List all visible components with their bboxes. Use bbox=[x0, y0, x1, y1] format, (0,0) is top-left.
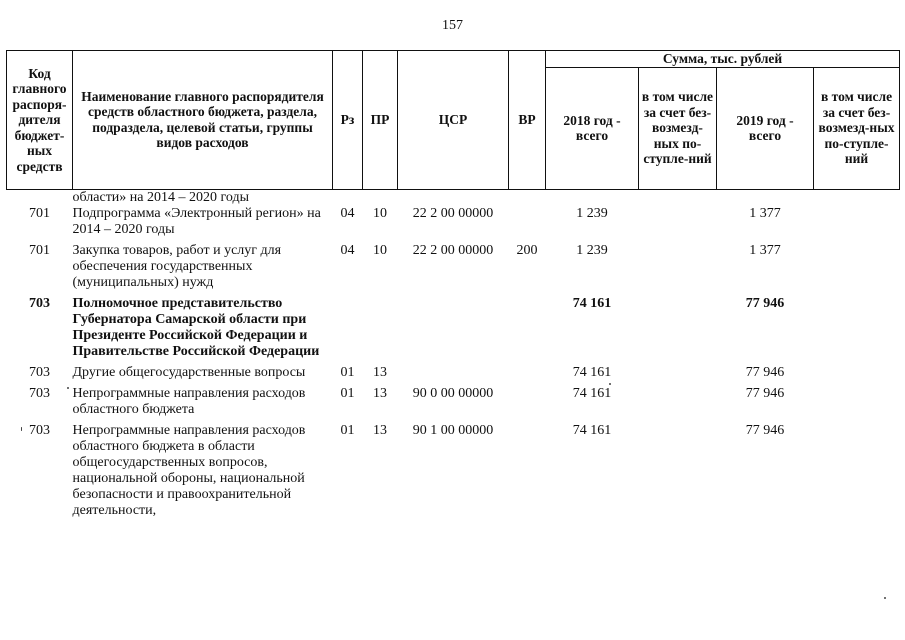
cell-pr: 10 bbox=[373, 242, 387, 258]
cell-total-2018 bbox=[546, 189, 639, 206]
cell-pr: 13 bbox=[373, 385, 387, 401]
cell-incl-2019 bbox=[814, 206, 900, 238]
cell-incl-2018 bbox=[639, 189, 717, 206]
cell-incl-2018 bbox=[639, 238, 717, 291]
table-row bbox=[7, 238, 900, 291]
cell-name: Непрограммные направления расходов областного бюджета в области общегосударственных вопросов, национальной обороны, национальной безопасности и правоохранительной деятельности, bbox=[72, 422, 306, 518]
cell-incl-2018 bbox=[639, 418, 717, 519]
cell-total-2019: 1 377 bbox=[749, 242, 781, 258]
cell-incl-2019 bbox=[814, 418, 900, 519]
cell-csr: 22 2 00 00000 bbox=[412, 205, 494, 221]
cell-total-2018: 1 239 bbox=[576, 205, 608, 221]
cell-incl-2019 bbox=[814, 360, 900, 381]
table-row bbox=[7, 381, 900, 418]
cell-name: Непрограммные направления расходов областного бюджета bbox=[72, 385, 306, 417]
table-row bbox=[7, 291, 900, 360]
cell-code bbox=[7, 189, 73, 206]
cell-vr bbox=[509, 189, 546, 206]
cell-rz bbox=[333, 291, 363, 360]
cell-incl-2018 bbox=[639, 206, 717, 238]
cell-total-2018: 74 161 bbox=[572, 295, 612, 311]
scan-speck bbox=[21, 427, 22, 431]
header-name: Наименование главного распорядителя средств областного бюджета, раздела, подраздела, целевой статьи, группы видов расходов bbox=[73, 51, 333, 190]
scan-speck bbox=[609, 383, 611, 385]
cell-name: Подпрограмма «Электронный регион» на 2014 – 2020 годы bbox=[72, 205, 321, 237]
cell-total-2018: 1 239 bbox=[576, 242, 608, 258]
cell-code: 701 bbox=[29, 205, 50, 221]
cell-csr bbox=[398, 360, 509, 381]
cell-pr: 10 bbox=[373, 205, 387, 221]
cell-rz: 04 bbox=[340, 242, 355, 258]
table-row bbox=[7, 360, 900, 381]
page-number: 157 bbox=[442, 18, 463, 33]
table-row bbox=[7, 206, 900, 238]
cell-code: 703 bbox=[29, 295, 50, 311]
cell-incl-2019 bbox=[814, 291, 900, 360]
cell-vr bbox=[509, 206, 546, 238]
header-rz: Рз bbox=[333, 51, 363, 190]
budget-table bbox=[6, 50, 900, 519]
cell-vr bbox=[509, 291, 546, 360]
cell-pr: 13 bbox=[373, 364, 387, 380]
header-total-2018: 2018 год - всего bbox=[546, 67, 639, 189]
table-row bbox=[7, 189, 900, 206]
cell-incl-2019 bbox=[814, 189, 900, 206]
cell-total-2018: 74 161 bbox=[572, 422, 612, 438]
cell-total-2019: 77 946 bbox=[745, 385, 785, 401]
cell-pr: 13 bbox=[373, 422, 387, 438]
cell-total-2018: 74 161 bbox=[572, 364, 612, 380]
cell-csr: 90 0 00 00000 bbox=[412, 385, 494, 401]
cell-rz: 01 bbox=[340, 385, 355, 401]
cell-name: Полномочное представительство Губернатора Самарской области при Президенте Российской Федерации и Правительстве Российской Федерации bbox=[72, 295, 320, 359]
cell-rz: 04 bbox=[340, 205, 355, 221]
cell-csr: 90 1 00 00000 bbox=[412, 422, 494, 438]
cell-csr: 22 2 00 00000 bbox=[412, 242, 494, 258]
cell-code: 703 bbox=[29, 385, 50, 401]
cell-pr bbox=[363, 291, 398, 360]
cell-vr: 200 bbox=[516, 242, 538, 258]
cell-incl-2019 bbox=[814, 238, 900, 291]
cell-total-2019: 77 946 bbox=[745, 364, 785, 380]
cell-name: Закупка товаров, работ и услуг для обеспечения государственных (муниципальных) нужд bbox=[72, 242, 282, 290]
cell-vr bbox=[509, 381, 546, 418]
cell-total-2019: 77 946 bbox=[745, 295, 785, 311]
scan-speck bbox=[67, 387, 69, 389]
header-sum-group: Сумма, тыс. рублей bbox=[546, 51, 900, 68]
header-incl-2018: в том числе за счет без-возмезд-ных по-ступле-ний bbox=[639, 67, 717, 189]
cell-rz bbox=[333, 189, 363, 206]
header-total-2019: 2019 год - всего bbox=[717, 67, 814, 189]
cell-pr bbox=[363, 189, 398, 206]
header-vr: ВР bbox=[509, 51, 546, 190]
cell-csr bbox=[398, 189, 509, 206]
table-row bbox=[7, 418, 900, 519]
cell-incl-2018 bbox=[639, 291, 717, 360]
cell-vr bbox=[509, 360, 546, 381]
cell-rz: 01 bbox=[340, 364, 355, 380]
header-pr: ПР bbox=[363, 51, 398, 190]
cell-vr bbox=[509, 418, 546, 519]
cell-code: 703 bbox=[29, 422, 50, 438]
cell-total-2019: 77 946 bbox=[745, 422, 785, 438]
cell-name: Другие общегосударственные вопросы bbox=[72, 364, 306, 380]
cell-incl-2018 bbox=[639, 381, 717, 418]
cell-total-2019 bbox=[717, 189, 814, 206]
cell-incl-2019 bbox=[814, 381, 900, 418]
cell-code: 703 bbox=[29, 364, 50, 380]
scan-speck bbox=[884, 597, 886, 599]
cell-name: области» на 2014 – 2020 годы bbox=[72, 189, 250, 205]
cell-rz: 01 bbox=[340, 422, 355, 438]
header-code: Код главного распоря-дителя бюджет-ных средств bbox=[7, 51, 73, 190]
cell-incl-2018 bbox=[639, 360, 717, 381]
header-csr: ЦСР bbox=[398, 51, 509, 190]
header-incl-2019: в том числе за счет без-возмезд-ных по-ступле-ний bbox=[814, 67, 900, 189]
cell-code: 701 bbox=[29, 242, 50, 258]
cell-csr bbox=[398, 291, 509, 360]
cell-total-2019: 1 377 bbox=[749, 205, 781, 221]
table-header bbox=[7, 51, 900, 190]
cell-total-2018: 74 161 bbox=[572, 385, 612, 401]
